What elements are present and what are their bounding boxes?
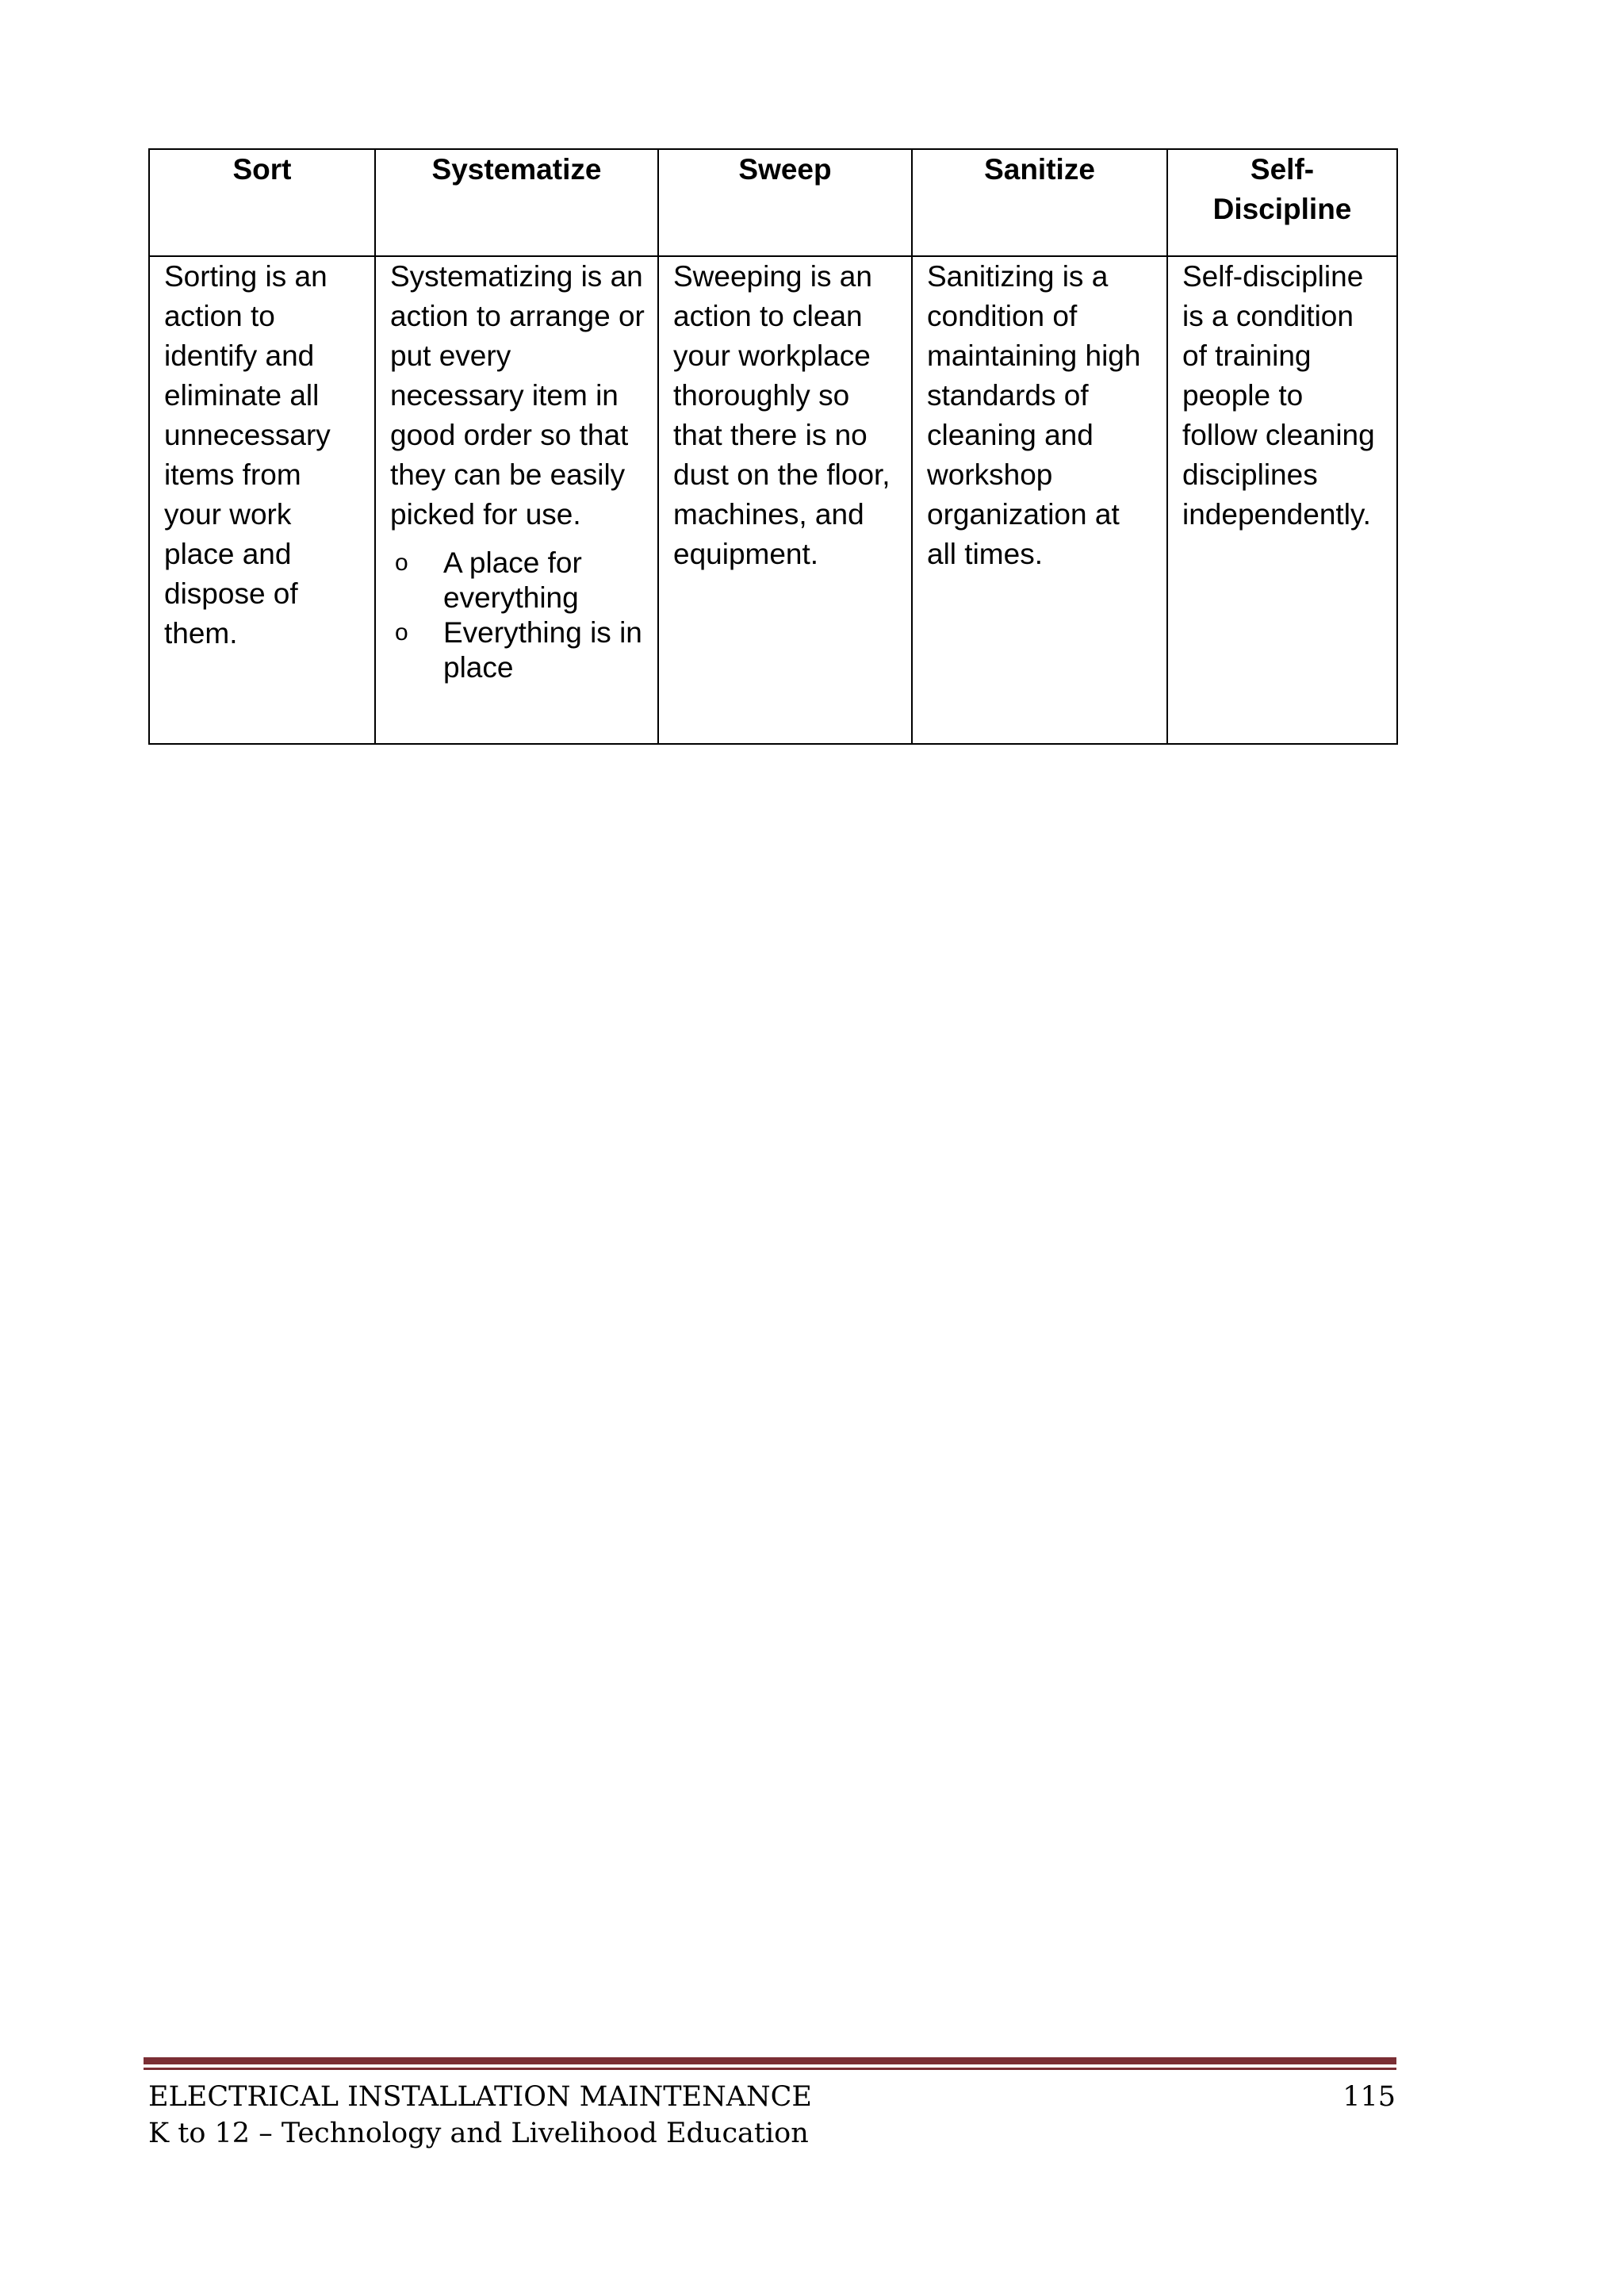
bullet-icon: o (395, 619, 408, 646)
cell-sort-text: Sorting is an action to identify and eliminate all unnecessary items from your work place and dispose of them. (164, 260, 331, 650)
cell-sanitize (912, 256, 1167, 744)
cell-sort (149, 256, 375, 744)
header-sweep: Sweep (658, 149, 912, 256)
footer-rule-thick (144, 2057, 1396, 2064)
table-header-row (149, 149, 1397, 256)
bullet-text: Everything is in place (443, 616, 642, 684)
cell-systematize (375, 256, 658, 744)
cell-sweep-text: Sweeping is an action to clean your workplace thoroughly so that there is no dust on the floor, machines, and equipment. (673, 260, 891, 570)
table-row (149, 256, 1397, 744)
systematize-bullet-list (390, 546, 646, 685)
cell-sweep (658, 256, 912, 744)
cell-self-discipline-text: Self-discipline is a condition of training people to follow cleaning disciplines independently. (1182, 260, 1375, 531)
bullet-text: A place for everything (443, 546, 582, 614)
cell-self-discipline (1167, 256, 1397, 744)
cell-sanitize-text: Sanitizing is a condition of maintaining high standards of cleaning and workshop organization at all times. (927, 260, 1141, 570)
footer-rule (144, 2057, 1396, 2070)
footer-subtitle: K to 12 – Technology and Livelihood Education (148, 2118, 809, 2149)
cell-systematize-text: Systematizing is an action to arrange or put every necessary item in good order so that they can be easily picked for use. (390, 260, 645, 531)
page-number: 115 (1342, 2081, 1396, 2113)
bullet-icon: o (395, 550, 408, 576)
footer-rule-thin (144, 2068, 1396, 2070)
list-item (390, 546, 646, 615)
header-sort: Sort (149, 149, 375, 256)
footer-title: ELECTRICAL INSTALLATION MAINTENANCE (148, 2081, 812, 2113)
header-sanitize: Sanitize (912, 149, 1167, 256)
five-s-table (148, 148, 1398, 745)
header-systematize: Systematize (375, 149, 658, 256)
list-item (390, 615, 646, 685)
header-self-discipline: Self-Discipline (1167, 149, 1397, 256)
